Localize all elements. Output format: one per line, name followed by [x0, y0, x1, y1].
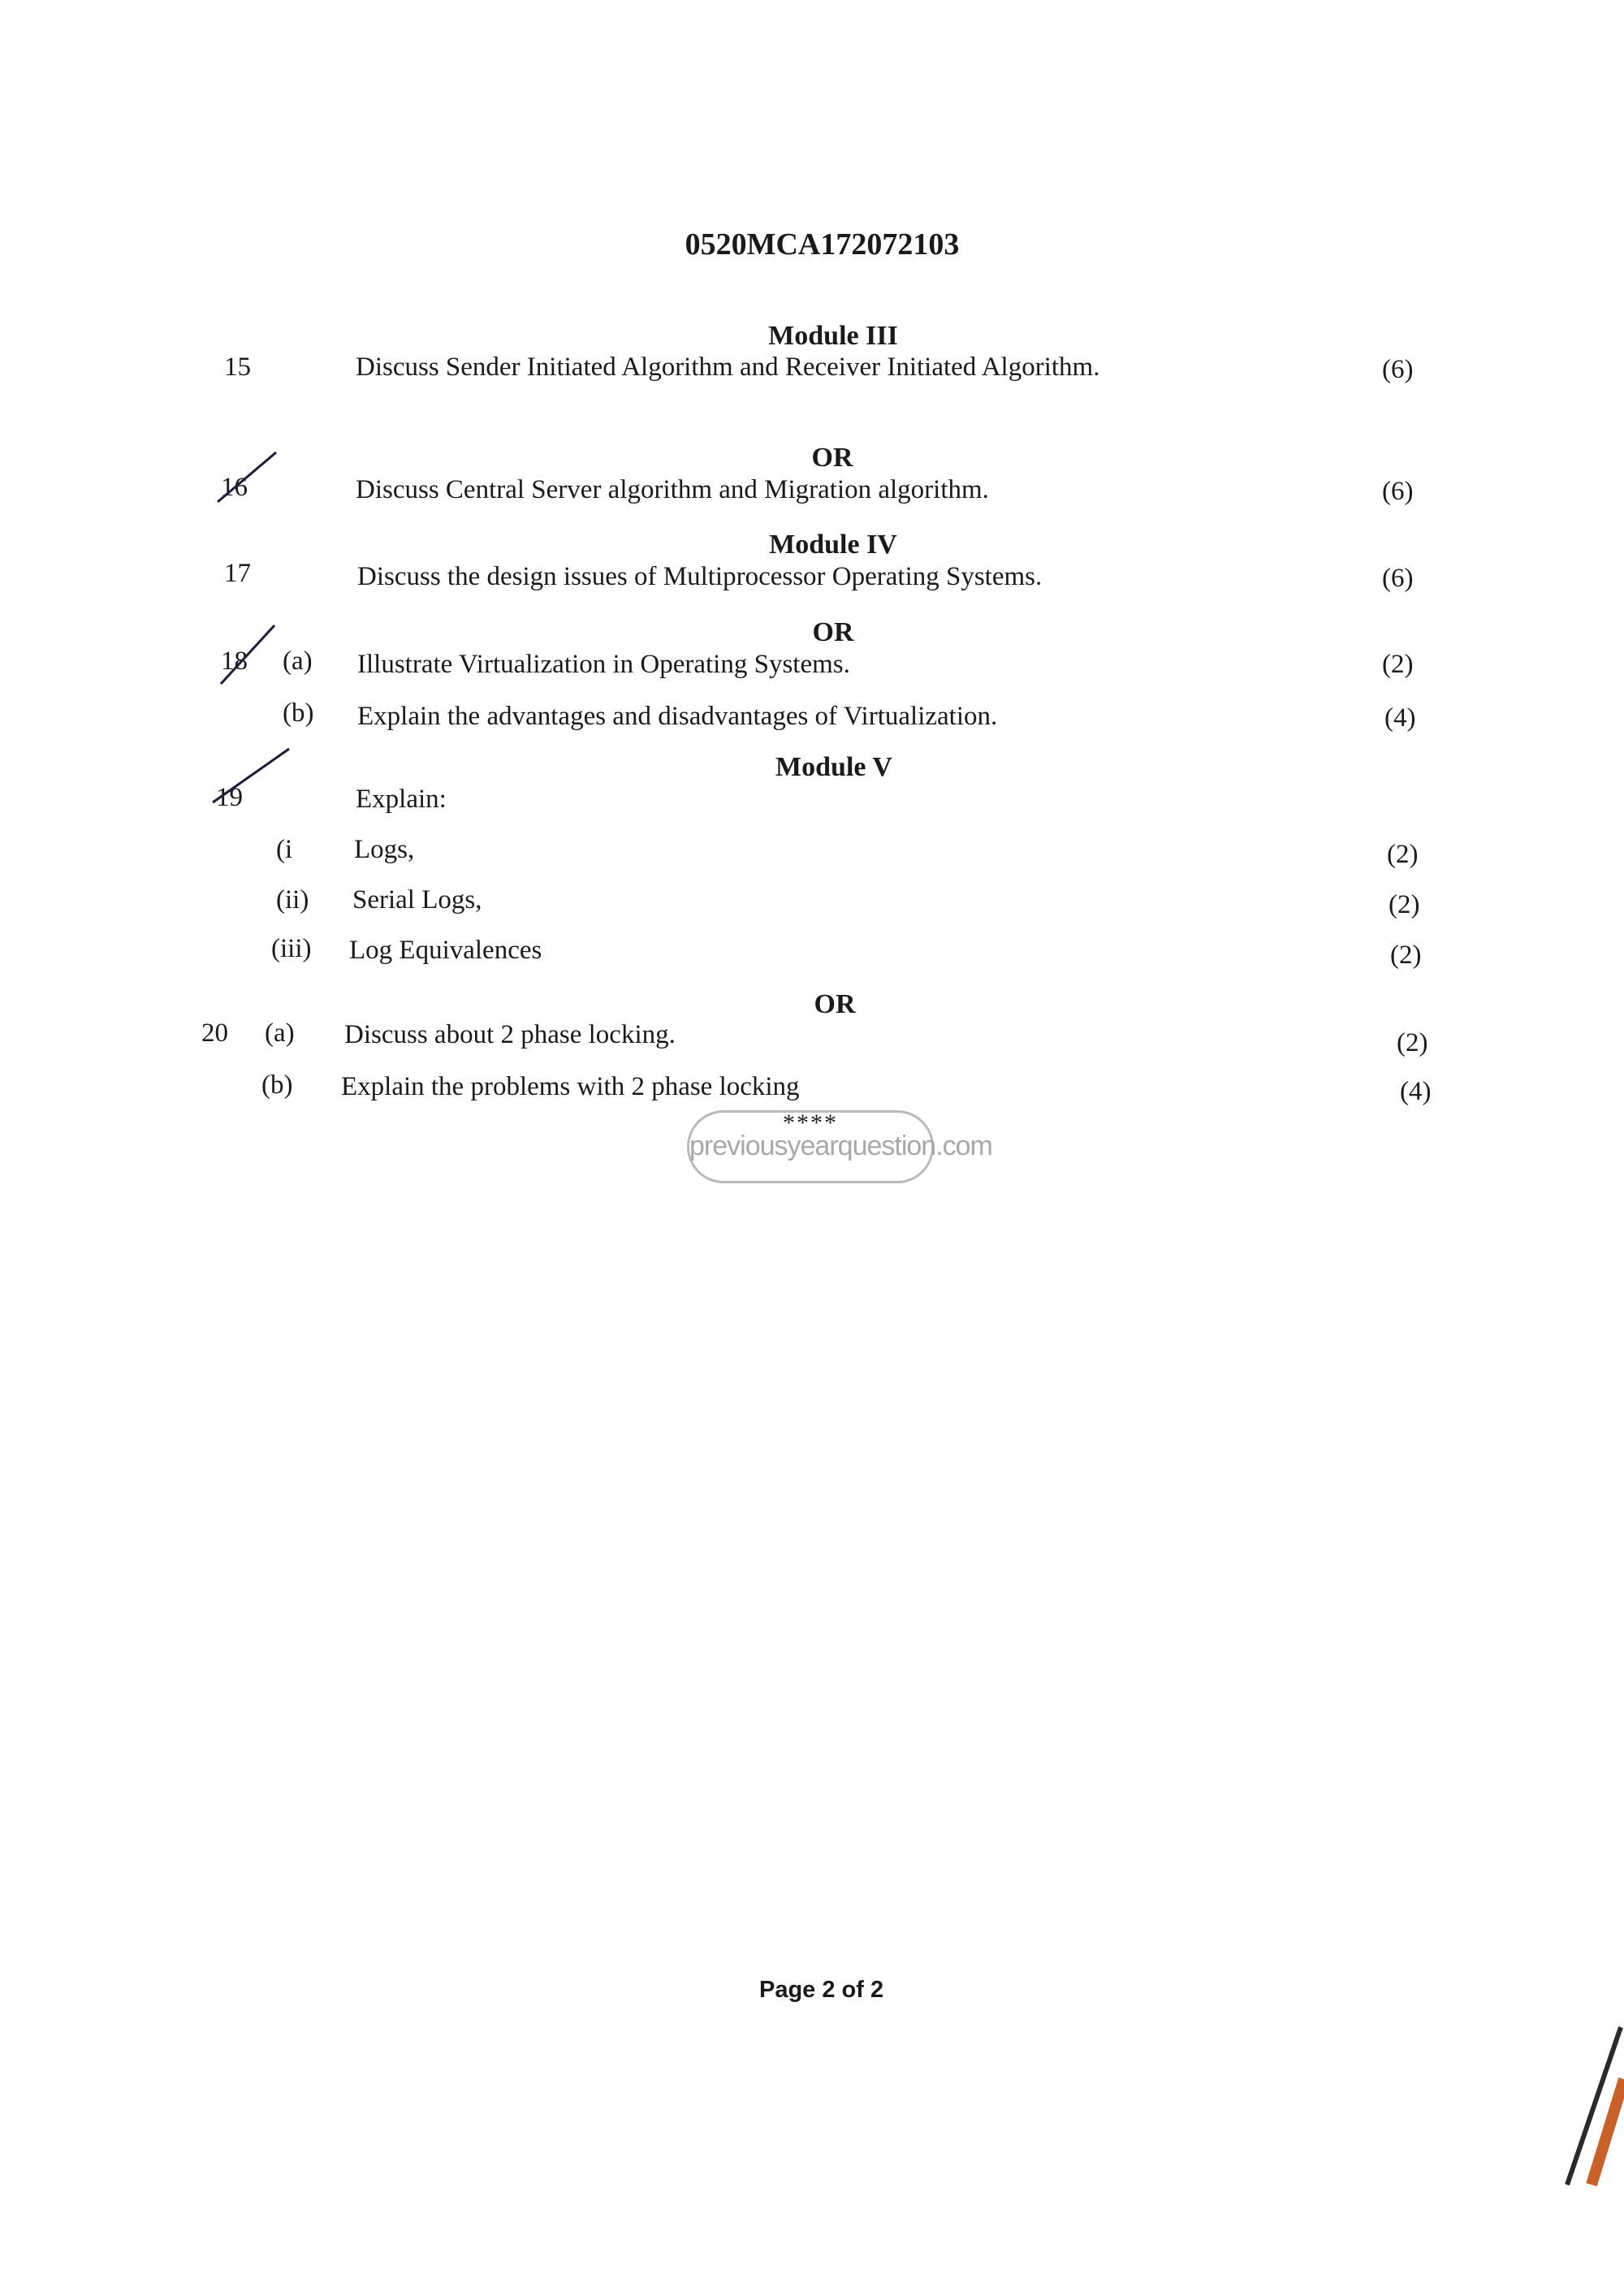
page-number: Page 2 of 2 [759, 1977, 884, 2003]
question-20b-marks: (4) [1400, 1077, 1432, 1106]
question-17-number: 17 [224, 559, 251, 588]
question-20-number: 20 [201, 1018, 228, 1048]
question-17-marks: (6) [1382, 564, 1414, 593]
module-v-heading: Module V [775, 752, 892, 782]
question-19i-text: Logs, [354, 835, 415, 864]
question-19ii-marks: (2) [1389, 890, 1420, 919]
end-marker: **** [783, 1109, 838, 1136]
question-18b-marks: (4) [1384, 703, 1416, 733]
or-heading-3: OR [814, 989, 856, 1019]
question-20a-marks: (2) [1397, 1028, 1428, 1057]
question-20a-label: (a) [265, 1018, 295, 1048]
corner-stroke [1567, 2027, 1621, 2185]
corner-stroke-orange [1592, 2079, 1624, 2185]
question-19ii-label: (ii) [276, 885, 309, 915]
question-18b-text: Explain the advantages and disadvantages of Virtualization. [357, 702, 998, 731]
question-18b-label: (b) [283, 698, 314, 728]
question-19ii-text: Serial Logs, [352, 885, 482, 915]
question-19i-label: (i [276, 835, 293, 864]
question-16-number: 16 [221, 473, 248, 502]
question-19-intro: Explain: [356, 785, 447, 814]
paper-code: 0520MCA172072103 [685, 227, 960, 262]
watermark-text: previousyearquestion.com [689, 1131, 992, 1161]
question-16-text: Discuss Central Server algorithm and Migration algorithm. [356, 475, 989, 504]
question-18a-text: Illustrate Virtualization in Operating Systems. [357, 650, 850, 679]
or-heading-1: OR [811, 443, 853, 473]
question-19i-marks: (2) [1387, 840, 1419, 869]
module-iv-heading: Module IV [769, 530, 897, 560]
question-20b-label: (b) [261, 1070, 293, 1100]
question-18a-label: (a) [283, 646, 313, 676]
module-iii-heading: Module III [768, 321, 898, 351]
question-18a-marks: (2) [1382, 650, 1414, 679]
question-19-number: 19 [216, 783, 243, 812]
question-19iii-text: Log Equivalences [349, 936, 542, 965]
question-20a-text: Discuss about 2 phase locking. [344, 1020, 676, 1049]
watermark-badge [687, 1109, 992, 1183]
question-19iii-label: (iii) [271, 934, 312, 963]
question-20b-text: Explain the problems with 2 phase locking [341, 1072, 800, 1101]
question-17-text: Discuss the design issues of Multiprocessor Operating Systems. [357, 562, 1043, 591]
question-15-text: Discuss Sender Initiated Algorithm and Receiver Initiated Algorithm. [356, 352, 1100, 382]
question-16-marks: (6) [1382, 477, 1414, 506]
question-15-marks: (6) [1382, 355, 1414, 384]
question-19iii-marks: (2) [1390, 940, 1422, 970]
question-18-number: 18 [221, 646, 248, 676]
or-heading-2: OR [812, 617, 854, 647]
question-15-number: 15 [224, 352, 251, 382]
